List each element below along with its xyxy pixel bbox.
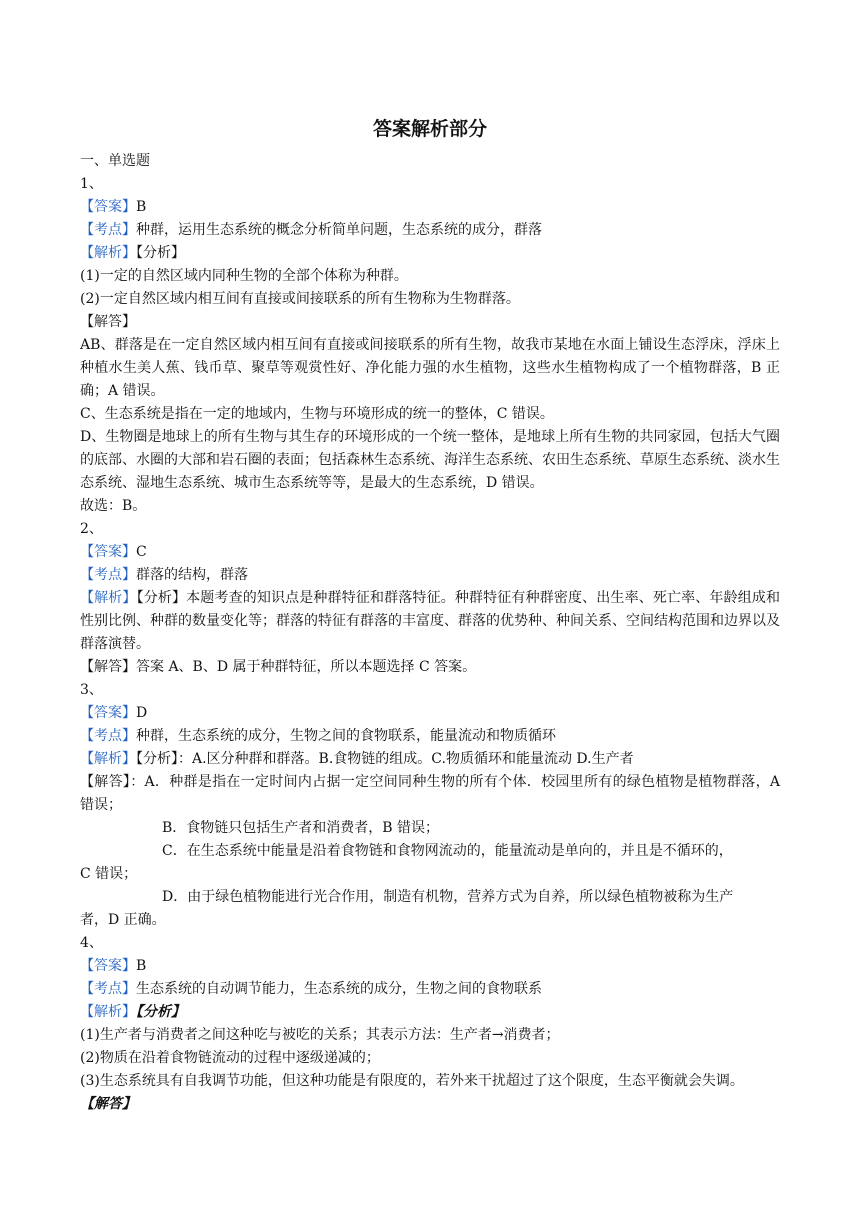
answer-tag: 【答案】 [80, 544, 136, 560]
analysis-tag: 【解析】 [80, 245, 136, 261]
knowledge-point-text: 种群，运用生态系统的概念分析简单问题，生态系统的成分，群落 [136, 222, 542, 238]
answer-line [80, 196, 780, 219]
question-number: 3、 [80, 682, 103, 698]
answer-document [80, 112, 780, 1116]
knowledge-point-line [80, 978, 780, 1001]
solution-text: D、生物圈是地球上的所有生物与其生存的环境形成的一个统一整体，是地球上所有生物的共同家园，包括大气圈的底部、水圈的大部和岩石圈的表面；包括森林生态系统、海洋生态系统、农田生态系统、草原生态系统、淡水生态系统、湿地生态系统、城市生态系统等等，是最大的生态系统，D 错误。 [80, 429, 780, 491]
question-number: 2、 [80, 521, 103, 537]
solution-text: C．在生态系统中能量是沿着食物链和食物网流动的，能量流动是单向的，并且是不循环的， [162, 843, 733, 859]
section-heading: 一、单选题 [80, 153, 150, 169]
answer-value: B [136, 958, 147, 974]
solution-text: B．食物链只包括生产者和消费者，B 错误； [162, 820, 440, 836]
solution-text: 【解答】：A．种群是指在一定时间内占据一定空间同种生物的所有个体．校园里所有的绿色植物是植物群落，A 错误； [80, 774, 780, 813]
answer-line [80, 955, 780, 978]
knowledge-point-text: 生态系统的自动调节能力，生态系统的成分，生物之间的食物联系 [136, 981, 542, 997]
solution-text: C、生态系统是指在一定的地域内，生物与环境形成的统一的整体，C 错误。 [80, 406, 554, 422]
answer-value: D [136, 705, 148, 721]
answer-tag: 【答案】 [80, 705, 136, 721]
answer-tag: 【答案】 [80, 199, 136, 215]
analysis-text: (1)生产者与消费者之间这种吃与被吃的关系；其表示方法：生产者→消费者； [80, 1027, 560, 1043]
analysis-text: (3)生态系统具有自我调节功能，但这种功能是有限度的，若外来干扰超过了这个限度，生态平衡就会失调。 [80, 1073, 744, 1089]
knowledge-point-text: 群落的结构，群落 [136, 567, 248, 583]
analysis-tag: 【解析】 [80, 590, 137, 606]
conclusion-text: 故选：B。 [80, 498, 147, 514]
analysis-line [80, 242, 780, 265]
analysis-head: 【分析】 [136, 1004, 185, 1020]
knowledge-point-line [80, 564, 780, 587]
answer-value: C [136, 544, 147, 560]
solution-tag: 【解答】 [80, 1096, 136, 1112]
analysis-line [80, 587, 780, 656]
analysis-head: 【分析】 [136, 245, 185, 261]
answer-line [80, 541, 780, 564]
question-number: 1、 [80, 176, 103, 192]
analysis-text: (2)物质在沿着食物链流动的过程中逐级递减的； [80, 1050, 380, 1066]
analysis-text: 【分析】：A.区分种群和群落。B.食物链的组成。C.物质循环和能量流动 D.生产者 [136, 751, 634, 767]
knowledge-point-line [80, 725, 780, 748]
solution-text: 【解答】答案 A、B、D 属于种群特征，所以本题选择 C 答案。 [80, 659, 477, 675]
solution-text: D．由于绿色植物能进行光合作用，制造有机物，营养方式为自养，所以绿色植物被称为生产 [162, 889, 734, 905]
answer-line [80, 702, 780, 725]
solution-text: AB、群落是在一定自然区域内相互间有直接或间接联系的所有生物，故我市某地在水面上铺设生态浮床，浮床上种植水生美人蕉、钱币草、聚草等观赏性好、净化能力强的水生植物，这些水生植物构成了一个植物群落，B 正确；A 错误。 [80, 337, 780, 399]
analysis-text: (1)一定的自然区域内同种生物的全部个体称为种群。 [80, 268, 408, 284]
analysis-line [80, 1001, 780, 1024]
page-title: 答案解析部分 [372, 118, 487, 140]
answer-value: B [136, 199, 147, 215]
analysis-text: (2)一定自然区域内相互间有直接或间接联系的所有生物称为生物群落。 [80, 291, 520, 307]
analysis-tag: 【解析】 [80, 1004, 136, 1020]
knowledge-point-tag: 【考点】 [80, 567, 136, 583]
solution-text: 者，D 正确。 [80, 912, 166, 928]
knowledge-point-tag: 【考点】 [80, 728, 136, 744]
answer-tag: 【答案】 [80, 958, 136, 974]
analysis-text: 【分析】本题考查的知识点是种群特征和群落特征。种群特征有种群密度、出生率、死亡率、年龄组成和性别比例、种群的数量变化等；群落的特征有群落的丰富度、群落的优势种、种间关系、空间结构范围和边界以及群落演替。 [80, 590, 781, 652]
knowledge-point-line [80, 219, 780, 242]
solution-text: C 错误； [80, 866, 138, 882]
question-number: 4、 [80, 935, 103, 951]
knowledge-point-tag: 【考点】 [80, 222, 136, 238]
analysis-tag: 【解析】 [80, 751, 136, 767]
analysis-line [80, 748, 780, 771]
knowledge-point-text: 种群，生态系统的成分，生物之间的食物联系，能量流动和物质循环 [136, 728, 556, 744]
solution-tag: 【解答】 [80, 314, 136, 330]
knowledge-point-tag: 【考点】 [80, 981, 136, 997]
